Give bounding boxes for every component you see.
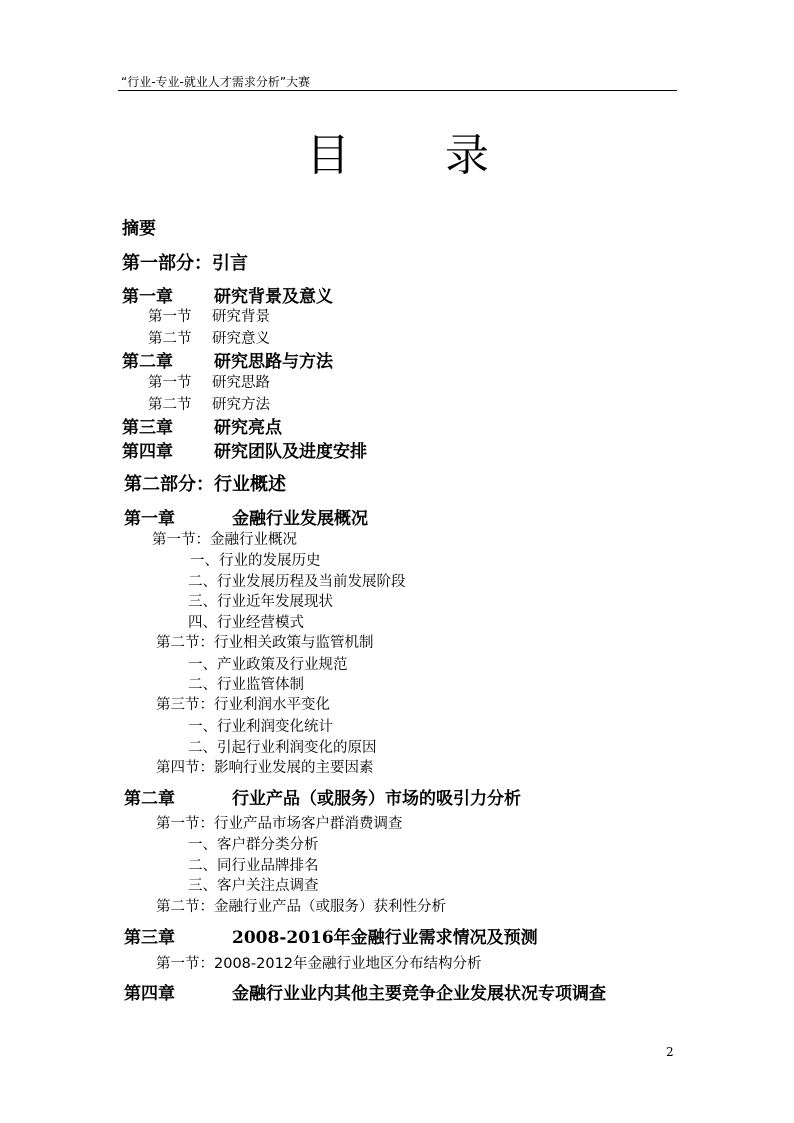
toc-item: 一、行业的发展历史 bbox=[190, 553, 321, 569]
running-header: “行业-专业-就业人才需求分析”大赛 bbox=[121, 75, 311, 89]
section-number: 第二节 bbox=[148, 331, 192, 347]
chapter-title: 研究思路与方法 bbox=[214, 352, 333, 372]
chapter-title: 行业产品（或服务）市场的吸引力分析 bbox=[232, 789, 521, 809]
chapter-number: 第四章 bbox=[124, 984, 175, 1004]
chapter-title: 研究背景及意义 bbox=[214, 287, 333, 307]
toc-item: 一、客户群分类分析 bbox=[188, 837, 319, 853]
toc-section: 第一节：行业产品市场客户群消费调查 bbox=[156, 816, 403, 832]
toc-section bbox=[148, 374, 270, 392]
section-title: 研究思路 bbox=[212, 375, 270, 391]
toc-chapter bbox=[124, 789, 521, 809]
chapter-number: 第三章 bbox=[124, 928, 175, 948]
toc-item: 一、行业利润变化统计 bbox=[188, 719, 333, 735]
chapter-number: 第一章 bbox=[122, 287, 173, 307]
toc-part-2: 第二部分：行业概述 bbox=[124, 474, 286, 495]
toc-title-char-2: 录 bbox=[445, 130, 489, 181]
toc-chapter bbox=[124, 509, 368, 529]
toc-part-1: 第一部分：引言 bbox=[122, 253, 248, 274]
section-title: 研究意义 bbox=[212, 331, 270, 347]
toc-item: 三、客户关注点调查 bbox=[188, 878, 319, 894]
chapter-title: 金融行业发展概况 bbox=[232, 509, 368, 529]
toc-section: 第一节：2008-2012年金融行业地区分布结构分析 bbox=[156, 956, 482, 972]
toc-chapter bbox=[122, 442, 367, 462]
chapter-title: 研究亮点 bbox=[214, 418, 282, 438]
toc-section bbox=[148, 308, 270, 326]
toc-item: 一、产业政策及行业规范 bbox=[188, 657, 348, 673]
toc-item: 三、行业近年发展现状 bbox=[188, 594, 333, 610]
toc-section: 第二节：金融行业产品（或服务）获利性分析 bbox=[156, 899, 446, 915]
section-number: 第一节 bbox=[148, 309, 192, 325]
chapter-title: 2008-2016年金融行业需求情况及预测 bbox=[232, 928, 538, 948]
page-number: 2 bbox=[666, 1045, 674, 1059]
toc-section: 第二节：行业相关政策与监管机制 bbox=[156, 635, 374, 651]
section-title: 研究背景 bbox=[212, 309, 270, 325]
toc-title-char-1: 目 bbox=[306, 130, 350, 181]
toc-abstract: 摘要 bbox=[122, 219, 156, 239]
toc-section bbox=[148, 330, 270, 348]
toc-item: 四、行业经营模式 bbox=[188, 615, 304, 631]
toc-chapter bbox=[122, 352, 333, 372]
toc-section bbox=[148, 396, 270, 414]
chapter-title: 金融行业业内其他主要竞争企业发展状况专项调查 bbox=[232, 984, 606, 1004]
section-number: 第一节 bbox=[148, 375, 192, 391]
toc-section: 第三节：行业利润水平变化 bbox=[156, 697, 330, 713]
header-rule bbox=[118, 90, 677, 91]
toc-chapter bbox=[124, 984, 606, 1004]
toc-item: 二、行业发展历程及当前发展阶段 bbox=[188, 574, 406, 590]
toc-item: 二、引起行业利润变化的原因 bbox=[188, 740, 377, 756]
chapter-title: 研究团队及进度安排 bbox=[214, 442, 367, 462]
toc-section: 第四节：影响行业发展的主要因素 bbox=[156, 760, 374, 776]
chapter-number: 第二章 bbox=[122, 352, 173, 372]
toc-section: 第一节：金融行业概况 bbox=[152, 532, 297, 548]
toc-item: 二、同行业品牌排名 bbox=[188, 858, 319, 874]
section-title: 研究方法 bbox=[212, 397, 270, 413]
chapter-number: 第三章 bbox=[122, 418, 173, 438]
toc-chapter bbox=[124, 928, 538, 948]
chapter-number: 第二章 bbox=[124, 789, 175, 809]
toc-item: 二、行业监管体制 bbox=[188, 677, 304, 693]
toc-chapter bbox=[122, 287, 333, 307]
chapter-number: 第四章 bbox=[122, 442, 173, 462]
section-number: 第二节 bbox=[148, 397, 192, 413]
toc-chapter bbox=[122, 418, 282, 438]
chapter-number: 第一章 bbox=[124, 509, 175, 529]
